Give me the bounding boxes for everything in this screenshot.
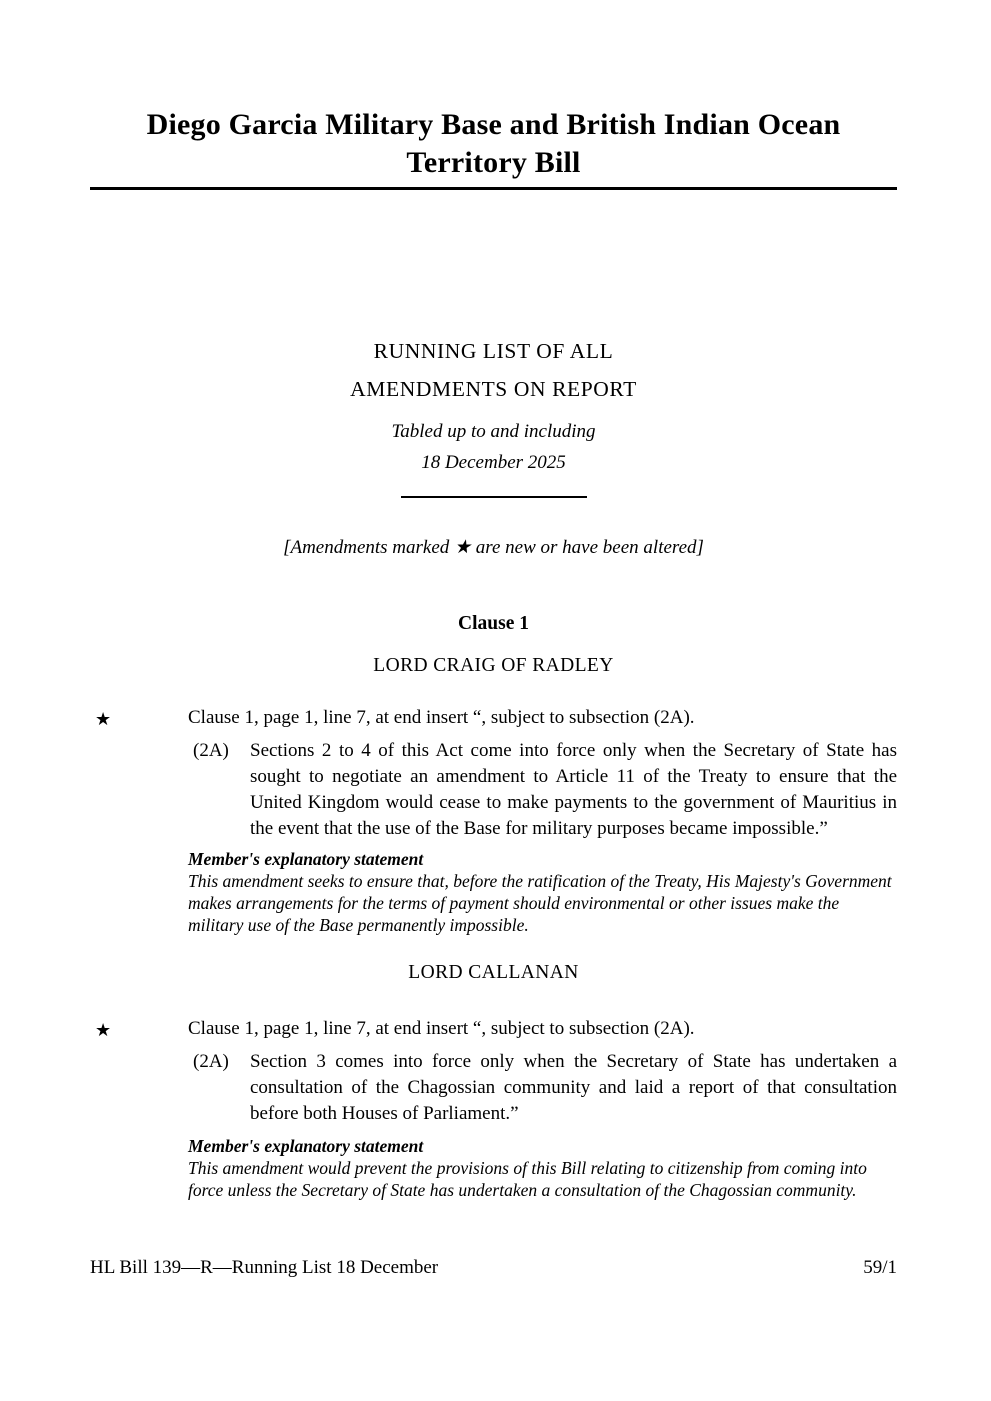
page-reference: 59/1 <box>863 1257 897 1278</box>
tabled-date: 18 December 2025 <box>421 452 566 473</box>
explanatory-heading: Member's explanatory statement <box>188 1135 424 1156</box>
amendment-block <box>90 963 897 1201</box>
mover-name: LORD CRAIG OF RADLEY <box>373 654 614 676</box>
new-amendment-star-icon: ★ <box>95 708 112 729</box>
mover-name: LORD CALLANAN <box>408 961 579 983</box>
amendment-instruction-line <box>90 705 897 731</box>
explanatory-text: This amendment seeks to ensure that, before the ratification of the Treaty, His Majesty's Government makes arrangements for the terms of payment should environmental or other issues make the military use of the Base permanently impossible. <box>188 870 892 935</box>
amendment-subsection <box>193 738 897 842</box>
marker-legend: [Amendments marked ★ are new or have been altered] <box>283 536 704 558</box>
tabled-note: Tabled up to and including <box>391 421 596 442</box>
clause-heading: Clause 1 <box>458 612 529 634</box>
subsection-label: (2A) <box>193 1050 229 1072</box>
amendment-block <box>90 656 897 936</box>
document-title-line1: Diego Garcia Military Base and British Indian Ocean <box>146 108 841 141</box>
amendment-instruction: Clause 1, page 1, line 7, at end insert “, subject to subsection (2A). <box>188 706 695 728</box>
title-double-rule <box>90 187 897 190</box>
explanatory-text: This amendment would prevent the provisions of this Bill relating to citizenship from coming into force unless the Secretary of State has undertaken a consultation of the Chagossian community. <box>188 1157 867 1200</box>
subsection-text: Sections 2 to 4 of this Act come into force only when the Secretary of State has sought to negotiate an amendment to Article 11 of the Treaty to ensure that the United Kingdom would cease to make payments to the government of Mauritius in the event that the use of the Base for military purposes became impossible.” <box>250 739 897 839</box>
subsection-text: Section 3 comes into force only when the Secretary of State has undertaken a consultation of the Chagossian community and laid a report of that consultation before both Houses of Parliament.” <box>250 1050 897 1124</box>
new-amendment-star-icon: ★ <box>95 1019 112 1040</box>
explanatory-heading: Member's explanatory statement <box>188 848 424 869</box>
list-heading-line2: AMENDMENTS ON REPORT <box>350 377 637 401</box>
document-title-line2: Territory Bill <box>406 146 581 179</box>
subsection-label: (2A) <box>193 739 229 761</box>
separator-rule <box>401 496 587 498</box>
bill-reference: HL Bill 139—R—Running List 18 December <box>90 1257 439 1278</box>
page-footer <box>90 1256 897 1280</box>
amendment-instruction-line <box>90 1016 897 1042</box>
amendment-subsection <box>193 1049 897 1127</box>
document-title <box>90 0 897 182</box>
list-heading-line1: RUNNING LIST OF ALL <box>373 339 614 363</box>
amendment-instruction: Clause 1, page 1, line 7, at end insert “, subject to subsection (2A). <box>188 1017 695 1039</box>
